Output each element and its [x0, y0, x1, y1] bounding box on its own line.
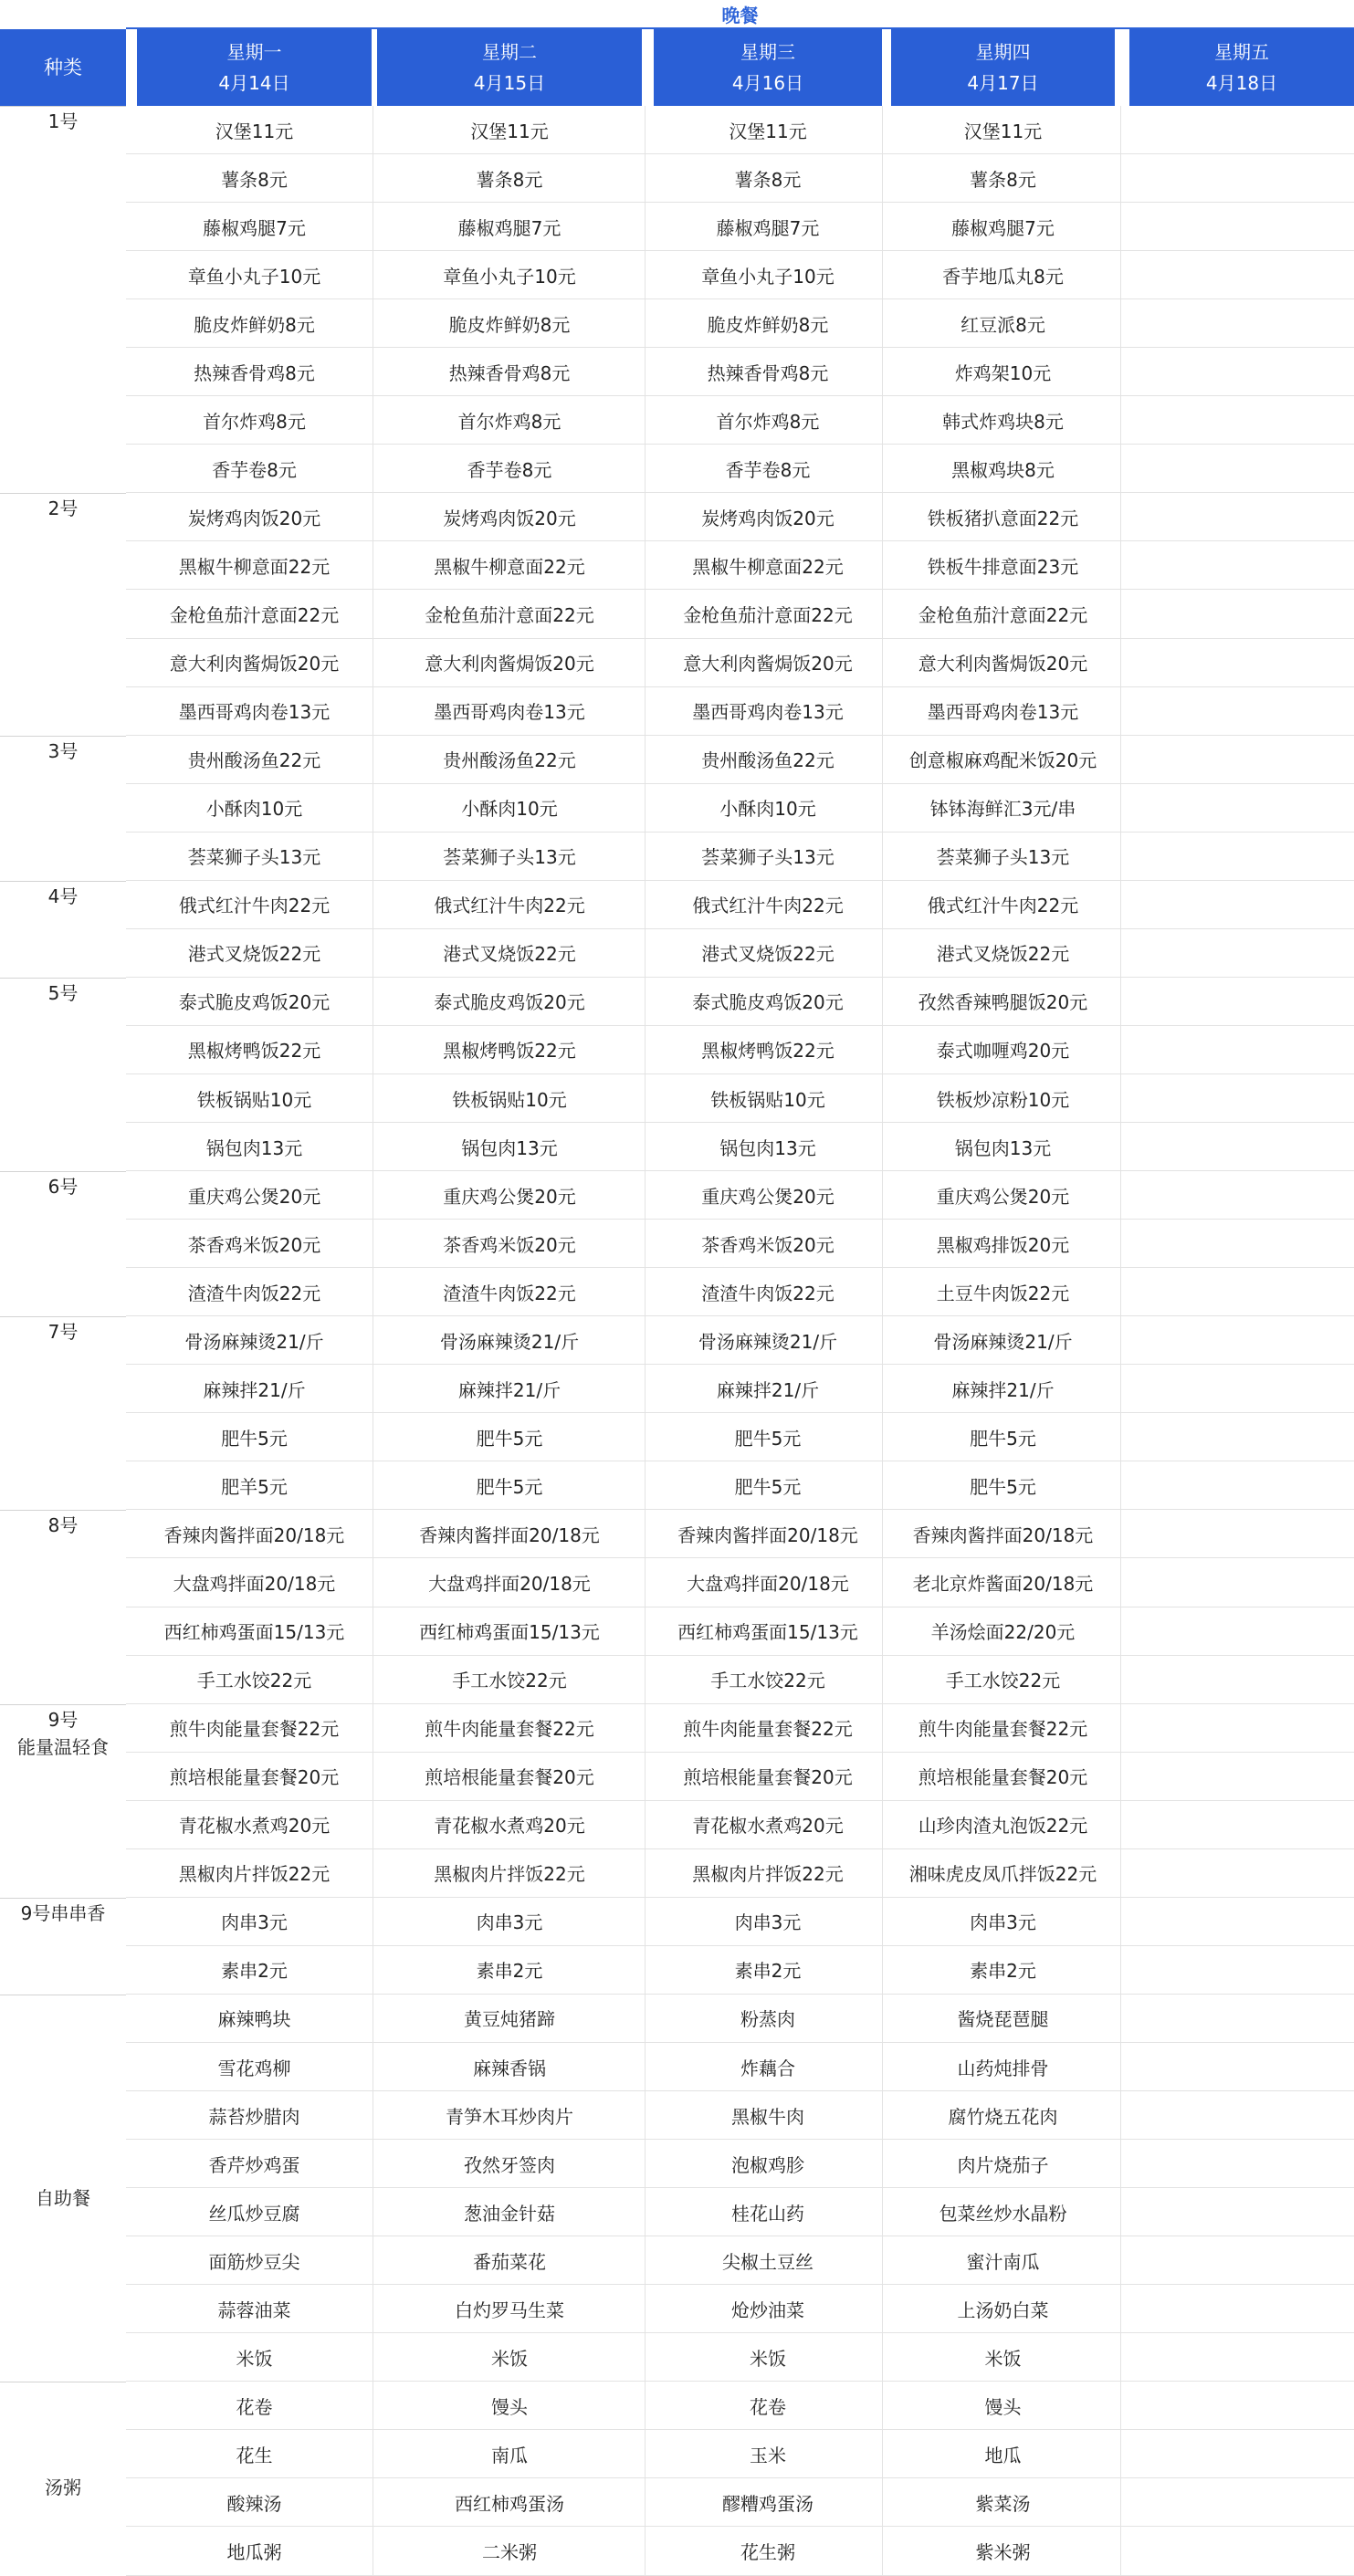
menu-item-cell: 面筋炒豆尖 — [208, 2250, 300, 2273]
table-row — [126, 1753, 1354, 1801]
menu-item-cell: 汉堡11元 — [729, 120, 807, 142]
table-row — [126, 541, 1354, 590]
category-divider — [0, 1704, 126, 1705]
menu-item-cell: 煎培根能量套餐20元 — [918, 1766, 1088, 1789]
menu-item-cell: 墨西哥鸡肉卷13元 — [692, 701, 844, 724]
menu-item-cell: 馒头 — [984, 2395, 1022, 2418]
menu-item-cell: 紫米粥 — [975, 2541, 1031, 2563]
menu-item-cell: 葱油金针菇 — [464, 2202, 555, 2225]
header-weekday: 星期二 — [482, 41, 537, 63]
menu-item-cell: 煎牛肉能量套餐22元 — [169, 1718, 340, 1741]
menu-item-cell: 香辣肉酱拌面20/18元 — [912, 1524, 1094, 1546]
menu-item-cell: 铁板牛排意面23元 — [927, 555, 1079, 578]
column-divider — [645, 106, 646, 2576]
category-divider — [0, 1510, 126, 1511]
category-divider — [0, 106, 126, 107]
menu-item-cell: 麻辣拌21/斤 — [203, 1378, 306, 1401]
table-row — [126, 2333, 1354, 2382]
category-label: 4号 — [47, 885, 79, 907]
menu-item-cell: 二米粥 — [482, 2541, 537, 2563]
menu-item-cell: 金枪鱼茄汁意面22元 — [918, 604, 1088, 626]
menu-item-cell: 墨西哥鸡肉卷13元 — [178, 701, 331, 724]
header-day-5 — [1129, 29, 1354, 106]
menu-item-cell: 肥牛5元 — [970, 1427, 1036, 1450]
menu-item-cell: 锅包肉13元 — [954, 1136, 1052, 1159]
menu-item-cell: 米饭 — [750, 2347, 786, 2370]
menu-item-cell: 炭烤鸡肉饭20元 — [443, 507, 576, 529]
menu-item-cell: 米饭 — [236, 2347, 273, 2370]
menu-item-cell: 手工水饺22元 — [710, 1670, 825, 1692]
category-divider — [0, 493, 126, 494]
table-row — [126, 251, 1354, 299]
menu-item-cell: 墨西哥鸡肉卷13元 — [927, 701, 1079, 724]
menu-item-cell: 西红柿鸡蛋面15/13元 — [163, 1621, 345, 1644]
menu-item-cell: 荟菜狮子头13元 — [187, 846, 321, 869]
table-row — [126, 2043, 1354, 2091]
menu-item-cell: 桂花山药 — [731, 2202, 804, 2225]
category-label: 8号 — [47, 1514, 79, 1537]
table-row — [126, 1413, 1354, 1461]
table-row — [126, 1607, 1354, 1656]
menu-item-cell: 港式叉烧饭22元 — [187, 943, 321, 966]
category-label: 5号 — [47, 981, 79, 1004]
menu-item-cell: 韩式炸鸡块8元 — [942, 410, 1064, 433]
menu-item-cell: 意大利肉酱焗饭20元 — [169, 653, 340, 675]
menu-item-cell: 热辣香骨鸡8元 — [707, 361, 829, 384]
menu-item-cell: 锅包肉13元 — [205, 1136, 303, 1159]
menu-item-cell: 俄式红汁牛肉22元 — [178, 895, 331, 917]
menu-item-cell: 黑椒烤鸭饭22元 — [187, 1040, 321, 1063]
menu-item-cell: 黑椒鸡排饭20元 — [936, 1233, 1070, 1256]
column-divider — [882, 106, 883, 2576]
menu-item-cell: 重庆鸡公煲20元 — [936, 1185, 1070, 1208]
table-row — [126, 2236, 1354, 2285]
menu-item-cell: 腐竹烧五花肉 — [948, 2105, 1058, 2128]
table-row — [126, 1316, 1354, 1365]
menu-item-cell: 湘味虎皮凤爪拌饭22元 — [908, 1863, 1097, 1886]
menu-item-cell: 包菜丝炒水晶粉 — [939, 2202, 1067, 2225]
menu-item-cell: 小酥肉10元 — [461, 798, 558, 821]
menu-item-cell: 金枪鱼茄汁意面22元 — [169, 604, 340, 626]
table-row — [126, 1704, 1354, 1753]
table-row — [126, 687, 1354, 736]
menu-item-cell: 地瓜 — [984, 2444, 1022, 2466]
category-divider — [0, 1171, 126, 1172]
menu-item-cell: 茶香鸡米饭20元 — [701, 1233, 834, 1256]
menu-item-cell: 首尔炸鸡8元 — [716, 410, 820, 433]
header-day-2 — [377, 29, 642, 106]
category-label: 汤粥 — [45, 2477, 81, 2499]
menu-item-cell: 藤椒鸡腿7元 — [203, 216, 306, 239]
menu-item-cell: 泰式脆皮鸡饭20元 — [434, 991, 585, 1014]
menu-item-cell: 大盘鸡拌面20/18元 — [687, 1573, 849, 1595]
menu-item-cell: 荟菜狮子头13元 — [701, 846, 834, 869]
menu-item-cell: 港式叉烧饭22元 — [701, 943, 834, 966]
menu-item-cell: 花生 — [236, 2444, 273, 2466]
menu-item-cell: 汉堡11元 — [215, 120, 294, 142]
menu-item-cell: 红豆派8元 — [960, 313, 1045, 336]
menu-item-cell: 黑椒牛柳意面22元 — [692, 555, 844, 578]
menu-item-cell: 素串2元 — [734, 1960, 802, 1983]
menu-item-cell: 米饭 — [491, 2347, 528, 2370]
table-row — [126, 396, 1354, 445]
menu-item-cell: 汉堡11元 — [470, 120, 549, 142]
table-row — [126, 1510, 1354, 1558]
menu-item-cell: 肥牛5元 — [476, 1475, 543, 1498]
menu-item-cell: 孜然牙签肉 — [464, 2153, 555, 2176]
category-label: 2号 — [47, 497, 79, 520]
menu-item-cell: 丝瓜炒豆腐 — [208, 2202, 300, 2225]
menu-item-cell: 铁板猪扒意面22元 — [927, 507, 1079, 529]
menu-item-cell: 金枪鱼茄汁意面22元 — [425, 604, 594, 626]
menu-item-cell: 铁板锅贴10元 — [452, 1088, 567, 1111]
table-row — [126, 1559, 1354, 1607]
menu-item-cell: 蒜蓉油菜 — [217, 2299, 291, 2321]
menu-item-cell: 炭烤鸡肉饭20元 — [187, 507, 321, 529]
menu-item-cell: 骨汤麻辣烫21/斤 — [933, 1330, 1073, 1353]
menu-item-cell: 茶香鸡米饭20元 — [187, 1233, 321, 1256]
table-row — [126, 881, 1354, 929]
table-row — [126, 736, 1354, 784]
menu-item-cell: 港式叉烧饭22元 — [936, 943, 1070, 966]
menu-item-cell: 上汤奶白菜 — [957, 2299, 1049, 2321]
menu-item-cell: 手工水饺22元 — [452, 1670, 567, 1692]
menu-item-cell: 麻辣拌21/斤 — [951, 1378, 1055, 1401]
header-weekday: 星期四 — [975, 41, 1031, 63]
menu-item-cell: 薯条8元 — [970, 168, 1036, 191]
menu-item-cell: 重庆鸡公煲20元 — [701, 1185, 834, 1208]
table-row — [126, 1656, 1354, 1704]
header-day-4 — [891, 29, 1115, 106]
menu-item-cell: 南瓜 — [491, 2444, 528, 2466]
header-weekday: 星期五 — [1214, 41, 1269, 63]
menu-item-cell: 铁板锅贴10元 — [196, 1088, 312, 1111]
menu-item-cell: 香辣肉酱拌面20/18元 — [677, 1524, 858, 1546]
table-row — [126, 1268, 1354, 1316]
menu-item-cell: 羊汤烩面22/20元 — [930, 1621, 1076, 1644]
menu-item-cell: 荟菜狮子头13元 — [936, 846, 1070, 869]
menu-item-cell: 肉串3元 — [734, 1911, 802, 1934]
table-row — [126, 978, 1354, 1026]
table-row — [126, 106, 1354, 154]
table-row — [126, 1801, 1354, 1849]
menu-item-cell: 肥牛5元 — [734, 1427, 802, 1450]
menu-item-cell: 炸鸡架10元 — [954, 361, 1052, 384]
header-weekday: 星期三 — [740, 41, 795, 63]
menu-item-cell: 大盘鸡拌面20/18元 — [428, 1573, 591, 1595]
menu-item-cell: 藤椒鸡腿7元 — [457, 216, 562, 239]
menu-item-cell: 黑椒鸡块8元 — [951, 458, 1055, 481]
menu-item-cell: 麻辣拌21/斤 — [457, 1378, 562, 1401]
table-row — [126, 2285, 1354, 2333]
table-row — [126, 2188, 1354, 2236]
table-row — [126, 2430, 1354, 2478]
menu-item-cell: 酸辣汤 — [226, 2492, 282, 2515]
menu-item-cell: 肥牛5元 — [734, 1475, 802, 1498]
table-row — [126, 2140, 1354, 2188]
table-row — [126, 2528, 1354, 2576]
menu-item-cell: 米饭 — [984, 2347, 1022, 2370]
table-row — [126, 832, 1354, 881]
category-label: 3号 — [47, 739, 79, 762]
menu-item-cell: 素串2元 — [476, 1960, 543, 1983]
menu-item-cell: 酱烧琵琶腿 — [957, 2008, 1049, 2031]
menu-item-cell: 煎牛肉能量套餐22元 — [683, 1718, 853, 1741]
menu-item-cell: 章鱼小丸子10元 — [187, 265, 321, 288]
table-row — [126, 2382, 1354, 2430]
menu-item-cell: 麻辣拌21/斤 — [716, 1378, 820, 1401]
menu-item-cell: 香芋地瓜丸8元 — [942, 265, 1064, 288]
menu-item-cell: 钵钵海鲜汇3元/串 — [929, 798, 1076, 821]
menu-item-cell: 俄式红汁牛肉22元 — [927, 895, 1079, 917]
table-row — [126, 784, 1354, 832]
header-date: 4月18日 — [1205, 72, 1278, 94]
menu-item-cell: 馒头 — [491, 2395, 528, 2418]
header-date: 4月17日 — [967, 72, 1039, 94]
menu-item-cell: 重庆鸡公煲20元 — [443, 1185, 576, 1208]
menu-item-cell: 贵州酸汤鱼22元 — [701, 749, 834, 772]
menu-item-cell: 紫菜汤 — [975, 2492, 1031, 2515]
menu-item-cell: 重庆鸡公煲20元 — [187, 1185, 321, 1208]
header-date: 4月16日 — [731, 72, 804, 94]
menu-item-cell: 西红柿鸡蛋面15/13元 — [419, 1621, 600, 1644]
header-weekday: 星期一 — [226, 41, 282, 63]
menu-item-cell: 骨汤麻辣烫21/斤 — [184, 1330, 324, 1353]
menu-item-cell: 黑椒牛柳意面22元 — [178, 555, 331, 578]
table-row — [126, 929, 1354, 978]
menu-item-cell: 贵州酸汤鱼22元 — [443, 749, 576, 772]
menu-item-cell: 素串2元 — [970, 1960, 1036, 1983]
menu-item-cell: 香芋卷8元 — [467, 458, 552, 481]
category-divider — [0, 736, 126, 737]
menu-item-cell: 山药炖排骨 — [957, 2057, 1049, 2079]
table-row — [126, 1171, 1354, 1220]
menu-item-cell: 墨西哥鸡肉卷13元 — [434, 701, 585, 724]
table-row — [126, 2091, 1354, 2140]
menu-item-cell: 章鱼小丸子10元 — [701, 265, 834, 288]
menu-item-cell: 脆皮炸鲜奶8元 — [448, 313, 571, 336]
category-label: 9号 能量温轻食 — [17, 1708, 109, 1758]
menu-item-cell: 肥牛5元 — [970, 1475, 1036, 1498]
menu-item-cell: 雪花鸡柳 — [217, 2057, 291, 2079]
menu-item-cell: 香芹炒鸡蛋 — [208, 2153, 300, 2176]
category-label: 自助餐 — [36, 2187, 90, 2210]
menu-item-cell: 地瓜粥 — [226, 2541, 282, 2563]
menu-item-cell: 铁板炒凉粉10元 — [936, 1088, 1070, 1111]
menu-item-cell: 意大利肉酱焗饭20元 — [683, 653, 853, 675]
menu-item-cell: 章鱼小丸子10元 — [443, 265, 576, 288]
menu-item-cell: 手工水饺22元 — [196, 1670, 312, 1692]
menu-item-cell: 肥羊5元 — [221, 1475, 288, 1498]
menu-item-cell: 荟菜狮子头13元 — [443, 846, 576, 869]
menu-item-cell: 老北京炸酱面20/18元 — [912, 1573, 1094, 1595]
menu-item-cell: 茶香鸡米饭20元 — [443, 1233, 576, 1256]
category-label: 1号 — [47, 110, 79, 132]
category-divider — [0, 978, 126, 979]
menu-item-cell: 尖椒土豆丝 — [722, 2250, 813, 2273]
menu-item-cell: 白灼罗马生菜 — [455, 2299, 564, 2321]
menu-item-cell: 青笋木耳炒肉片 — [446, 2105, 573, 2128]
menu-item-cell: 肉串3元 — [221, 1911, 288, 1934]
menu-item-cell: 黑椒肉片拌饭22元 — [178, 1863, 331, 1886]
table-row — [126, 591, 1354, 639]
table-row — [126, 1461, 1354, 1510]
menu-item-cell: 港式叉烧饭22元 — [443, 943, 576, 966]
menu-item-cell: 香芋卷8元 — [725, 458, 811, 481]
menu-item-cell: 青花椒水煮鸡20元 — [434, 1815, 585, 1838]
menu-item-cell: 汉堡11元 — [963, 120, 1043, 142]
table-row — [126, 493, 1354, 541]
menu-item-cell: 创意椒麻鸡配米饭20元 — [908, 749, 1097, 772]
menu-item-cell: 煎培根能量套餐20元 — [425, 1766, 594, 1789]
menu-item-cell: 炝炒油菜 — [731, 2299, 804, 2321]
category-label: 6号 — [47, 1176, 79, 1199]
menu-item-cell: 锅包肉13元 — [719, 1136, 816, 1159]
menu-item-cell: 花卷 — [236, 2395, 273, 2418]
category-divider — [0, 881, 126, 882]
menu-item-cell: 粉蒸肉 — [740, 2008, 795, 2031]
table-row — [126, 1074, 1354, 1123]
menu-item-cell: 泡椒鸡胗 — [731, 2153, 804, 2176]
menu-item-cell: 金枪鱼茄汁意面22元 — [683, 604, 853, 626]
table-row — [126, 1026, 1354, 1074]
table-row — [126, 154, 1354, 203]
menu-item-cell: 蒜苔炒腊肉 — [208, 2105, 300, 2128]
category-divider — [0, 1898, 126, 1899]
header-date: 4月14日 — [218, 72, 290, 94]
menu-item-cell: 藤椒鸡腿7元 — [716, 216, 820, 239]
menu-item-cell: 俄式红汁牛肉22元 — [692, 895, 844, 917]
table-row — [126, 1220, 1354, 1268]
menu-item-cell: 贵州酸汤鱼22元 — [187, 749, 321, 772]
menu-item-cell: 素串2元 — [221, 1960, 288, 1983]
menu-item-cell: 藤椒鸡腿7元 — [951, 216, 1055, 239]
table-row — [126, 2478, 1354, 2527]
menu-item-cell: 小酥肉10元 — [205, 798, 303, 821]
table-row — [126, 203, 1354, 251]
menu-item-cell: 玉米 — [750, 2444, 786, 2466]
category-label: 7号 — [47, 1321, 79, 1344]
header-day-3 — [654, 29, 882, 106]
menu-item-cell: 锅包肉13元 — [461, 1136, 558, 1159]
category-divider — [0, 1316, 126, 1317]
menu-item-cell: 手工水饺22元 — [945, 1670, 1061, 1692]
menu-item-cell: 黑椒肉片拌饭22元 — [434, 1863, 585, 1886]
menu-item-cell: 炭烤鸡肉饭20元 — [701, 507, 834, 529]
menu-item-cell: 青花椒水煮鸡20元 — [178, 1815, 331, 1838]
menu-item-cell: 花卷 — [750, 2395, 786, 2418]
menu-item-cell: 薯条8元 — [476, 168, 543, 191]
menu-item-cell: 麻辣香锅 — [473, 2057, 546, 2079]
menu-item-cell: 煎牛肉能量套餐22元 — [425, 1718, 594, 1741]
table-row — [126, 445, 1354, 493]
menu-item-cell: 黑椒烤鸭饭22元 — [701, 1040, 834, 1063]
menu-item-cell: 肉串3元 — [476, 1911, 543, 1934]
table-row — [126, 1898, 1354, 1946]
menu-item-cell: 煎牛肉能量套餐22元 — [918, 1718, 1088, 1741]
menu-item-cell: 香芋卷8元 — [212, 458, 297, 481]
table-row — [126, 1123, 1354, 1171]
menu-item-cell: 首尔炸鸡8元 — [203, 410, 306, 433]
menu-item-cell: 黑椒牛柳意面22元 — [434, 555, 585, 578]
menu-item-cell: 骨汤麻辣烫21/斤 — [698, 1330, 838, 1353]
menu-item-cell: 肥牛5元 — [221, 1427, 288, 1450]
menu-item-cell: 铁板锅贴10元 — [710, 1088, 825, 1111]
meal-title: 晚餐 — [126, 0, 1354, 29]
menu-item-cell: 西红柿鸡蛋面15/13元 — [677, 1621, 858, 1644]
menu-item-cell: 青花椒水煮鸡20元 — [692, 1815, 844, 1838]
menu-item-cell: 脆皮炸鲜奶8元 — [194, 313, 315, 336]
menu-item-cell: 热辣香骨鸡8元 — [194, 361, 315, 384]
menu-item-cell: 脆皮炸鲜奶8元 — [707, 313, 829, 336]
menu-item-cell: 花生粥 — [740, 2541, 795, 2563]
menu-item-cell: 西红柿鸡蛋汤 — [455, 2492, 564, 2515]
menu-item-cell: 肉片烧茄子 — [957, 2153, 1049, 2176]
menu-item-cell: 意大利肉酱焗饭20元 — [918, 653, 1088, 675]
table-row — [126, 299, 1354, 348]
menu-item-cell: 炸藕合 — [740, 2057, 795, 2079]
menu-item-cell: 薯条8元 — [221, 168, 288, 191]
menu-item-cell: 香辣肉酱拌面20/18元 — [163, 1524, 345, 1546]
table-row — [126, 1995, 1354, 2043]
category-label: 9号串串香 — [20, 1901, 106, 1924]
menu-item-cell: 泰式脆皮鸡饭20元 — [692, 991, 844, 1014]
menu-item-cell: 首尔炸鸡8元 — [457, 410, 562, 433]
table-row — [126, 1365, 1354, 1413]
menu-item-cell: 意大利肉酱焗饭20元 — [425, 653, 594, 675]
menu-item-cell: 醪糟鸡蛋汤 — [722, 2492, 813, 2515]
menu-item-cell: 土豆牛肉饭22元 — [936, 1282, 1070, 1304]
column-divider — [1120, 106, 1121, 2576]
table-row — [126, 348, 1354, 396]
menu-item-cell: 蜜汁南瓜 — [966, 2250, 1040, 2273]
menu-item-cell: 黑椒烤鸭饭22元 — [443, 1040, 576, 1063]
menu-item-cell: 泰式脆皮鸡饭20元 — [178, 991, 331, 1014]
menu-item-cell: 煎培根能量套餐20元 — [169, 1766, 340, 1789]
header-day-1 — [137, 29, 372, 106]
menu-item-cell: 番茄菜花 — [473, 2250, 546, 2273]
menu-item-cell: 渣渣牛肉饭22元 — [443, 1282, 576, 1304]
menu-item-cell: 渣渣牛肉饭22元 — [187, 1282, 321, 1304]
menu-item-cell: 泰式咖喱鸡20元 — [936, 1040, 1070, 1063]
menu-item-cell: 骨汤麻辣烫21/斤 — [439, 1330, 580, 1353]
menu-item-cell: 肉串3元 — [970, 1911, 1036, 1934]
menu-item-cell: 黑椒牛肉 — [731, 2105, 804, 2128]
table-row — [126, 1946, 1354, 1995]
menu-item-cell: 黑椒肉片拌饭22元 — [692, 1863, 844, 1886]
menu-item-cell: 渣渣牛肉饭22元 — [701, 1282, 834, 1304]
menu-item-cell: 香辣肉酱拌面20/18元 — [419, 1524, 600, 1546]
menu-item-cell: 肥牛5元 — [476, 1427, 543, 1450]
menu-item-cell: 大盘鸡拌面20/18元 — [173, 1573, 336, 1595]
menu-item-cell: 麻辣鸭块 — [217, 2008, 291, 2031]
header-date: 4月15日 — [473, 72, 546, 94]
table-row — [126, 639, 1354, 687]
menu-item-cell: 小酥肉10元 — [719, 798, 816, 821]
menu-item-cell: 热辣香骨鸡8元 — [448, 361, 571, 384]
header-category: 种类 — [0, 29, 126, 106]
menu-item-cell: 薯条8元 — [734, 168, 802, 191]
menu-item-cell: 煎培根能量套餐20元 — [683, 1766, 853, 1789]
menu-item-cell: 俄式红汁牛肉22元 — [434, 895, 585, 917]
table-row — [126, 1849, 1354, 1898]
menu-item-cell: 黄豆炖猪蹄 — [464, 2008, 555, 2031]
menu-item-cell: 孜然香辣鸭腿饭20元 — [918, 991, 1088, 1014]
menu-item-cell: 山珍肉渣丸泡饭22元 — [918, 1815, 1088, 1838]
